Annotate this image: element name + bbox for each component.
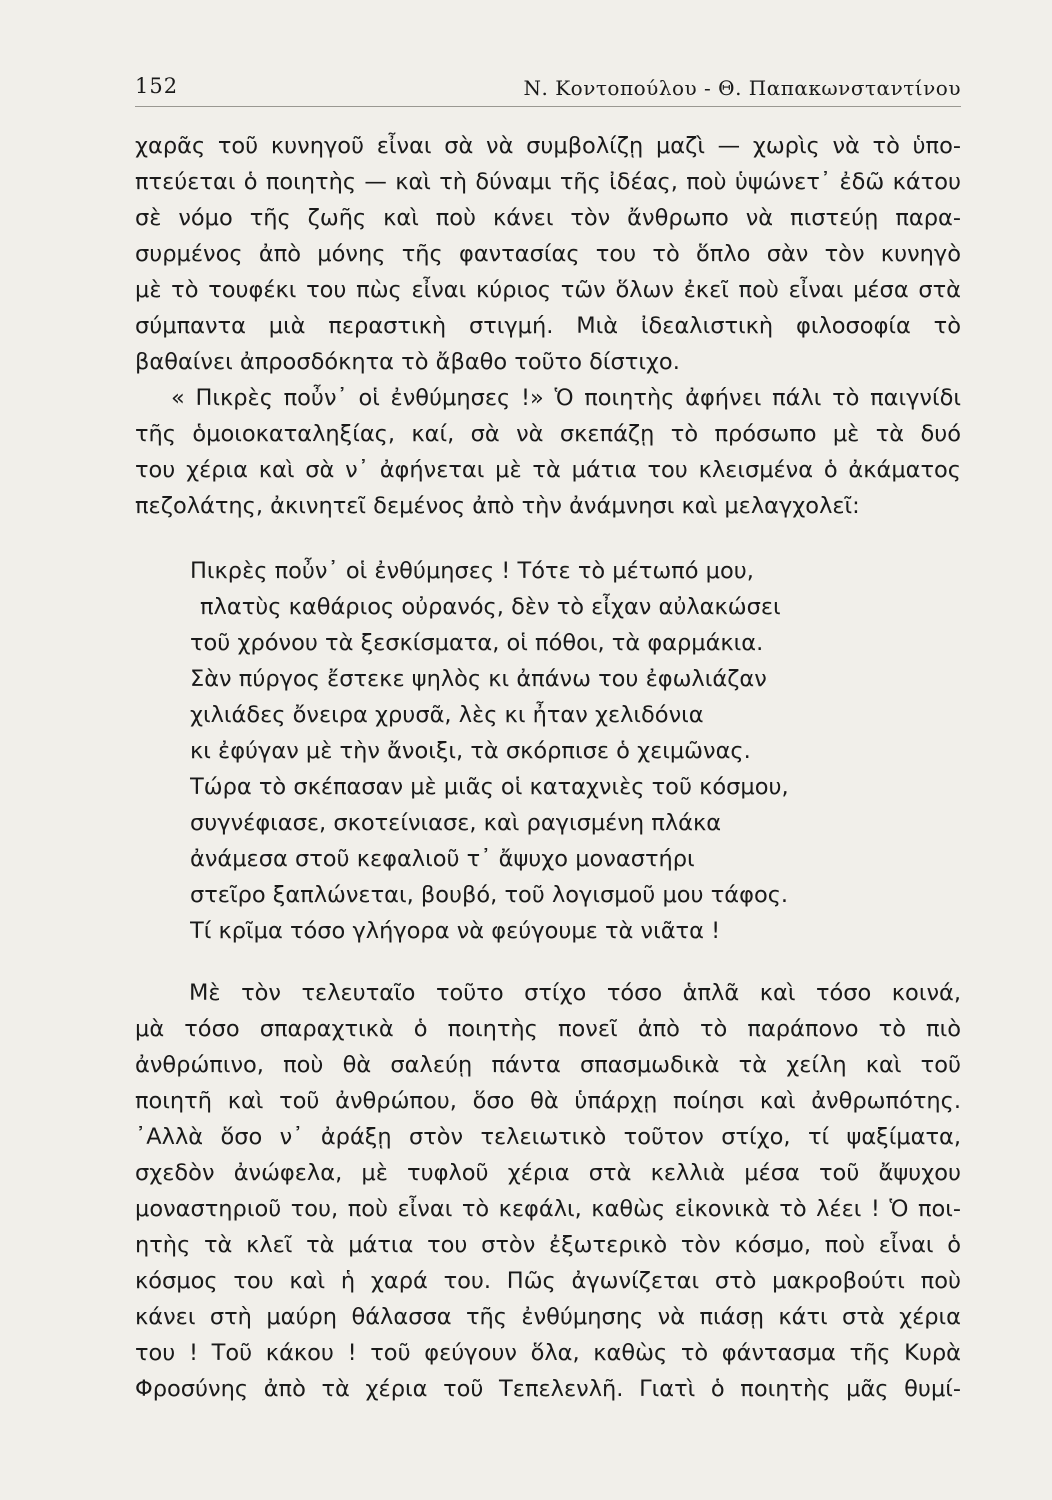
poem-line: Τώρα τὸ σκέπασαν μὲ μιᾶς οἱ καταχνιὲς τοῦ κόσμου,	[190, 774, 789, 800]
text-line: χαρᾶς τοῦ κυνηγοῦ εἶναι σὰ νὰ συμβολίζῃ μαζὶ — χωρὶς νὰ τὸ ὑπο-	[135, 133, 961, 159]
paragraph-3	[135, 975, 961, 1407]
poem-line: κι ἐφύγαν μὲ τὴν ἄνοιξι, τὰ σκόρπισε ὁ χειμῶνας.	[190, 738, 751, 764]
text-line: ἀνθρώπινο, ποὺ θὰ σαλεύῃ πάντα σπασμωδικὰ τὰ χείλη καὶ τοῦ	[135, 1052, 961, 1078]
text-line: σύμπαντα μιὰ περαστικὴ στιγμή. Μιὰ ἰδεαλιστικὴ φιλοσοφία τὸ	[135, 313, 961, 339]
text-line: τῆς ὁμοιοκαταληξίας, καί, σὰ νὰ σκεπάζῃ τὸ πρόσωπο μὲ τὰ δυό	[135, 421, 961, 447]
paragraph-1	[135, 128, 961, 380]
page-header	[135, 72, 961, 104]
text-line: « Πικρὲς ποὖν᾿ οἱ ἐνθύμησες !» Ὁ ποιητὴς ἀφήνει πάλι τὸ παιγνίδι	[171, 385, 961, 411]
text-line: του χέρια καὶ σὰ ν᾿ ἀφήνεται μὲ τὰ μάτια του κλεισμένα ὁ ἀκάματος	[135, 457, 961, 483]
text-line: συρμένος ἀπὸ μόνης τῆς φαντασίας του τὸ ὅπλο σὰν τὸν κυνηγὸ	[135, 241, 961, 267]
poem-line: χιλιάδες ὄνειρα χρυσᾶ, λὲς κι ἦταν χελιδόνια	[190, 702, 704, 728]
text-line: μοναστηριοῦ του, ποὺ εἶναι τὸ κεφάλι, καθὼς εἰκονικὰ τὸ λέει ! Ὁ ποι-	[135, 1196, 961, 1222]
text-line: Μὲ τὸν τελευταῖο τοῦτο στίχο τόσο ἁπλᾶ καὶ τόσο κοινά,	[189, 980, 961, 1006]
poem-line: Τί κρῖμα τόσο γλήγορα νὰ φεύγουμε τὰ νιᾶτα !	[190, 918, 721, 944]
text-line: μὰ τόσο σπαραχτικὰ ὁ ποιητὴς πονεῖ ἀπὸ τὸ παράπονο τὸ πιὸ	[135, 1016, 961, 1042]
poem-line: συγνέφιασε, σκοτείνιασε, καὶ ραγισμένη πλάκα	[190, 810, 722, 836]
header-rule	[135, 106, 961, 107]
text-line: ποιητῆ καὶ τοῦ ἀνθρώπου, ὅσο θὰ ὑπάρχῃ ποίησι καὶ ἀνθρωπότης.	[135, 1088, 961, 1114]
paragraph-2	[135, 380, 961, 524]
poem-line: Πικρὲς ποὖν᾿ οἱ ἐνθύμησες ! Τότε τὸ μέτωπό μου,	[190, 558, 754, 584]
text-line: κόσμος του καὶ ἡ χαρά του. Πῶς ἀγωνίζεται στὸ μακροβούτι ποὺ	[135, 1268, 961, 1294]
text-line: σχεδὸν ἀνώφελα, μὲ τυφλοῦ χέρια στὰ κελλιὰ μέσα τοῦ ἄψυχου	[135, 1160, 961, 1186]
text-line: σὲ νόμο τῆς ζωῆς καὶ ποὺ κάνει τὸν ἄνθρωπο νὰ πιστεύῃ παρα-	[135, 205, 961, 231]
text-line: ητὴς τὰ κλεῖ τὰ μάτια του στὸν ἐξωτερικὸ τὸν κόσμο, ποὺ εἶναι ὁ	[135, 1232, 961, 1258]
poem-line: πλατὺς καθάριος οὐρανός, δὲν τὸ εἶχαν αὐλακώσει	[200, 594, 781, 620]
poem-block	[190, 553, 890, 949]
text-line: μὲ τὸ τουφέκι του πὼς εἶναι κύριος τῶν ὅλων ἐκεῖ ποὺ εἶναι μέσα στὰ	[135, 277, 961, 303]
text-line: ᾿Αλλὰ ὅσο ν᾿ ἀράξῃ στὸν τελειωτικὸ τοῦτον στίχο, τί ψαξίματα,	[135, 1124, 961, 1150]
poem-line: ἀνάμεσα στοῦ κεφαλιοῦ τ᾿ ἄψυχο μοναστήρι	[190, 846, 695, 872]
text-line: πεζολάτης, ἀκινητεῖ δεμένος ἀπὸ τὴν ἀνάμνησι καὶ μελαγχολεῖ:	[135, 493, 860, 519]
text-line: κάνει στὴ μαύρη θάλασσα τῆς ἐνθύμησης νὰ πιάσῃ κάτι στὰ χέρια	[135, 1304, 961, 1330]
running-head: Ν. Κοντοπούλου - Θ. Παπακωνσταντίνου	[523, 76, 961, 100]
text-line: Φροσύνης ἀπὸ τὰ χέρια τοῦ Τεπελενλῆ. Γιατὶ ὁ ποιητὴς μᾶς θυμί-	[135, 1376, 961, 1402]
text-line: βαθαίνει ἀπροσδόκητα τὸ ἄβαθο τοῦτο δίστιχο.	[135, 349, 680, 375]
poem-line: τοῦ χρόνου τὰ ξεσκίσματα, οἱ πόθοι, τὰ φαρμάκια.	[190, 630, 764, 656]
page-number: 152	[135, 74, 179, 98]
poem-line: στεῖρο ξαπλώνεται, βουβό, τοῦ λογισμοῦ μου τάφος.	[190, 882, 789, 908]
text-line: του ! Τοῦ κάκου ! τοῦ φεύγουν ὅλα, καθὼς τὸ φάντασμα τῆς Κυρὰ	[135, 1340, 961, 1366]
text-line: πτεύεται ὁ ποιητὴς — καὶ τὴ δύναμι τῆς ἰδέας, ποὺ ὑψώνετ᾿ ἐδῶ κάτου	[135, 169, 961, 195]
poem-line: Σὰν πύργος ἔστεκε ψηλὸς κι ἀπάνω του ἐφωλιάζαν	[190, 666, 767, 692]
